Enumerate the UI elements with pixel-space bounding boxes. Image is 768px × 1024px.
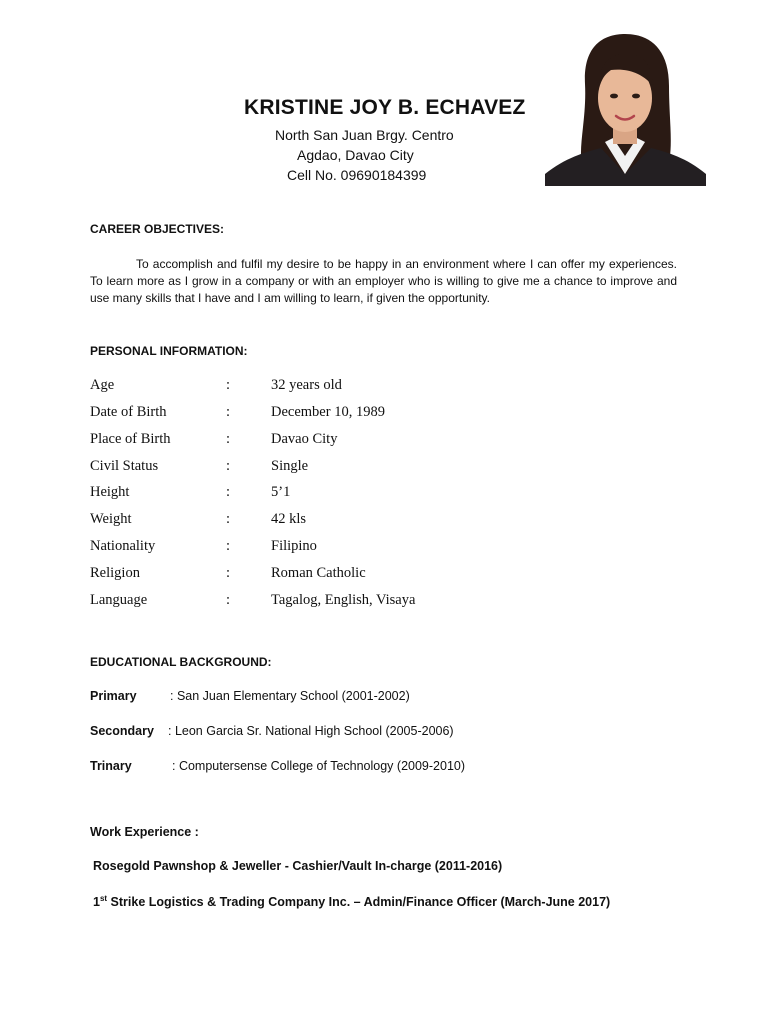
applicant-photo (545, 24, 706, 186)
education-level: Primary (90, 689, 137, 703)
info-colon: : (226, 431, 231, 447)
info-value: December 10, 1989 (271, 404, 385, 420)
cell-number: Cell No. 09690184399 (287, 167, 427, 183)
work-item-strike-logistics (93, 894, 610, 909)
education-school: : San Juan Elementary School (2001-2002) (170, 689, 410, 703)
info-value: Davao City (271, 431, 338, 447)
info-colon: : (226, 377, 231, 393)
career-objective-paragraph: To accomplish and fulfil my desire to be happy in an environment where I can offer my experiences. To learn more as I grow in a company or with an employer who is willing to give me a chance to improve and use many skills that I have and I am willing to learn, if given the opportunity. (90, 257, 677, 305)
info-label: Date of Birth (90, 404, 167, 420)
info-value: 42 kls (271, 511, 307, 527)
work-item-rosegold: Rosegold Pawnshop & Jeweller - Cashier/Vault In-charge (2011-2016) (93, 859, 503, 873)
info-colon: : (226, 538, 231, 554)
info-value: Filipino (271, 538, 317, 554)
personal-information-heading: PERSONAL INFORMATION: (90, 344, 248, 358)
info-value: Roman Catholic (271, 565, 366, 581)
education-school: : Leon Garcia Sr. National High School (2005-2006) (168, 724, 454, 738)
education-level: Trinary (90, 759, 132, 773)
info-value: 5’1 (271, 484, 291, 500)
info-row-height (90, 484, 650, 504)
person-photo-icon (545, 24, 706, 186)
education-school: : Computersense College of Technology (2009-2010) (172, 759, 466, 773)
info-row-age (90, 377, 650, 397)
info-row-language (90, 592, 650, 612)
career-objective-text (90, 256, 677, 307)
info-value: 32 years old (271, 377, 342, 393)
info-row-civil-status (90, 458, 650, 478)
info-colon: : (226, 484, 231, 500)
info-label: Height (90, 484, 130, 500)
info-colon: : (226, 565, 231, 581)
info-label: Religion (90, 565, 140, 581)
info-row-nationality (90, 538, 650, 558)
info-label: Nationality (90, 538, 156, 554)
address-line-2: Agdao, Davao City (297, 147, 414, 163)
work-ordinal-suffix: st (99, 894, 108, 903)
info-colon: : (226, 404, 231, 420)
info-row-weight (90, 511, 650, 531)
info-row-date-of-birth (90, 404, 650, 424)
info-label: Language (90, 592, 148, 608)
info-value: Tagalog, English, Visaya (271, 592, 416, 608)
work-item-text: Strike Logistics & Trading Company Inc. – Admin/Finance Officer (March-June 2017) (107, 895, 611, 910)
work-experience-heading: Work Experience : (90, 825, 199, 839)
info-colon: : (226, 592, 231, 608)
info-colon: : (226, 458, 231, 474)
career-objectives-heading: CAREER OBJECTIVES: (90, 222, 225, 236)
education-level: Secondary (90, 724, 154, 738)
info-label: Age (90, 377, 115, 393)
info-label: Place of Birth (90, 431, 171, 447)
applicant-name: KRISTINE JOY B. ECHAVEZ (244, 96, 526, 119)
info-row-religion (90, 565, 650, 585)
work-ordinal-number: 1 (93, 895, 100, 910)
info-row-place-of-birth (90, 431, 650, 451)
address-line-1: North San Juan Brgy. Centro (275, 127, 454, 143)
educational-background-heading: EDUCATIONAL BACKGROUND: (90, 655, 272, 669)
info-label: Civil Status (90, 458, 159, 474)
info-label: Weight (90, 511, 132, 527)
info-colon: : (226, 511, 231, 527)
info-value: Single (271, 458, 309, 474)
